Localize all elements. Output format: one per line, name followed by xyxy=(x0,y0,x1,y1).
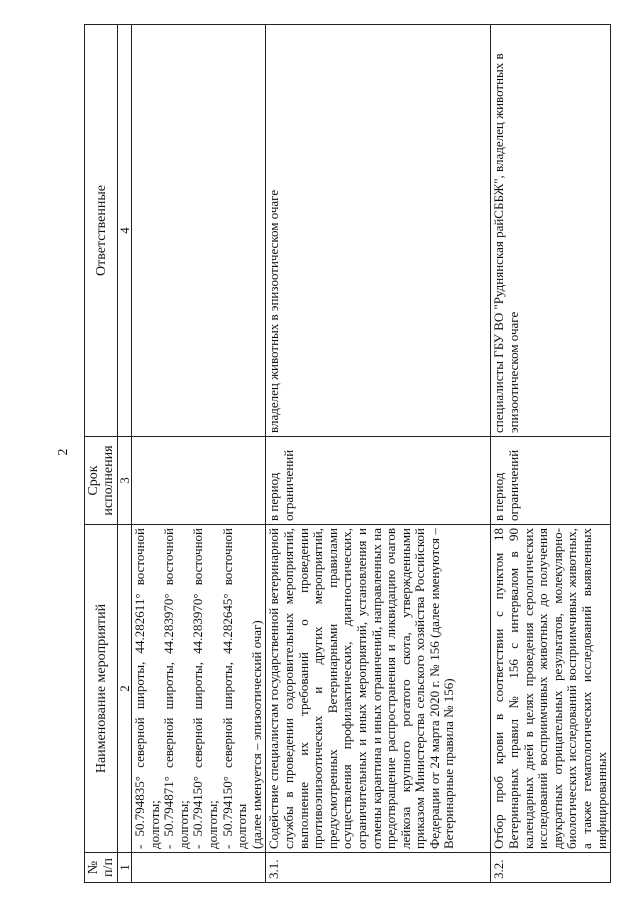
coordinates-cell xyxy=(132,525,266,853)
term-cell: в период ограничений xyxy=(491,437,611,525)
header-measures: Наименование мероприятий xyxy=(85,525,118,853)
term-cell: в период ограничений xyxy=(266,437,491,525)
column-number-4: 4 xyxy=(118,25,132,437)
measure-text: Отбор проб крови в соответствии с пунктом 18 Ветеринарных правил № 156 с интервалом в 90 календарных дней в целях проведения серологических исследований восприимчивых животных до получения двукратных отрицательных результатов, молекулярно-биологических исследований восприимчивых животных, а также гематологических исследований выявленных инфицированных xyxy=(491,525,611,853)
table-row xyxy=(266,25,491,883)
table-header-row xyxy=(85,25,118,883)
responsible-cell: специалисты ГБУ ВО "Руднянская райСББЖ", владелец животных в эпизоотическом очаге xyxy=(491,25,611,437)
column-number-2: 2 xyxy=(118,525,132,853)
table-row xyxy=(132,25,266,883)
term-cell xyxy=(132,437,266,525)
coordinate-note: (далее именуется – эпизоотический очаг) xyxy=(248,620,264,849)
column-number-3: 3 xyxy=(118,437,132,525)
measure-text: Содействие специалистам государственной ветеринарной службы в проведении оздоровительных мероприятий, выполнение их требований о проведении противоэпизоотических и других мероприятий, предусмотренных Ветеринарными правилами осуществления профилактических, диагностических, ограничительных и иных мероприятий, установления и отмены карантина и иных ограничений, направленных на предотвращение распространения и ликвидацию очагов лейкоза крупного рогатого скота, утвержденными приказом Министерства сельского хозяйства Российской Федерации от 24 марта 2020 г. № 156 (далее именуются – Ветеринарные правила № 156) xyxy=(266,525,491,853)
row-number xyxy=(132,853,266,883)
measures-table xyxy=(84,24,611,883)
header-number: № п/п xyxy=(85,853,118,883)
responsible-cell xyxy=(132,25,266,437)
column-number-1: 1 xyxy=(118,853,132,883)
table-row xyxy=(491,25,611,883)
page-number: 2 xyxy=(56,448,71,456)
column-number-row xyxy=(118,25,132,883)
rotated-table-wrapper xyxy=(84,25,609,883)
row-number: 3.1. xyxy=(266,853,491,883)
coordinate-line: - 50.794150° северной широты, 44.282645° восточной долготы xyxy=(219,528,250,849)
coordinate-line: - 50.794835° северной широты, 44.282611° восточной долготы; xyxy=(132,528,162,849)
header-responsible: Ответственные xyxy=(85,25,118,437)
responsible-cell: владелец животных в эпизоотическом очаге xyxy=(266,25,491,437)
header-term: Срок исполнения xyxy=(85,437,118,525)
coordinate-line: - 50.794871° северной широты, 44.283970° восточной долготы; xyxy=(161,528,191,849)
row-number: 3.2. xyxy=(491,853,611,883)
coordinate-line: - 50.794150° северной широты, 44.283970° восточной долготы; xyxy=(190,528,220,849)
